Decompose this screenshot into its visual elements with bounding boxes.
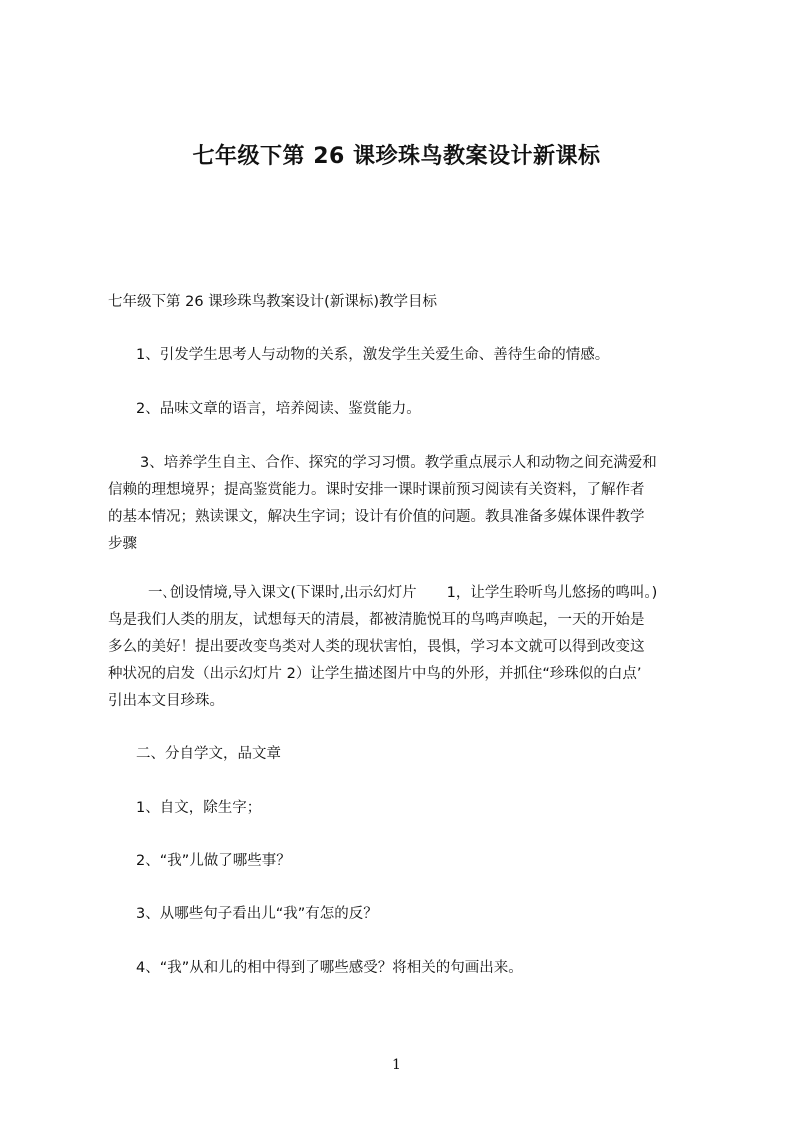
step-2-heading: 二、分自学文，品文章 [136,746,281,762]
step-1-line: 多么的美好！提出要改变鸟类对人类的现状害怕，畏惧，学习本文就可以得到改变这 [108,639,645,655]
objective-3-line: 信赖的理想境界；提高鉴赏能力。课时安排一课时课前预习阅读有关资料，了解作者 [108,482,645,498]
step-1-line: 引出本文目珍珠。 [108,693,224,709]
objective-3-line: 的基本情况；熟读课文，解决生字词；设计有价值的问题。教具准备多媒体课件教学 [108,509,645,525]
step-1-text-b: 1，让学生聆听鸟儿悠扬的鸣叫。) [446,585,658,601]
question-1: 1、自文，除生字； [136,800,262,816]
step-1-first-line [148,582,657,604]
document-title: 七年级下第 26 课珍珠鸟教案设计新课标 [192,144,601,169]
question-3: 3、从哪些句子看出儿“我”有怎的反？ [136,906,378,922]
objective-3-line: 步骤 [108,536,137,552]
subtitle: 七年级下第 26 课珍珠鸟教案设计(新课标)教学目标 [108,294,437,310]
question-2: 2、“我”儿做了哪些事？ [136,853,291,869]
objective-3-line: 3、培养学生自主、合作、探究的学习习惯。教学重点展示人和动物之间充满爱和 [140,455,657,471]
objective-2: 2、品味文章的语言，培养阅读、鉴赏能力。 [136,401,421,417]
step-1-line: 鸟是我们人类的朋友，试想每天的清晨，都被清脆悦耳的鸟鸣声唤起，一天的开始是 [108,612,645,628]
page-number: 1 [392,1057,401,1073]
step-1-text-a: 一､创设情境,导入课文(下课时,出示幻灯片 [148,585,417,601]
objective-1: 1、引发学生思考人与动物的关系，激发学生关爱生命、善待生命的情感。 [136,347,610,363]
question-4: 4、“我”从和儿的相中得到了哪些感受？将相关的句画出来。 [136,960,523,976]
step-1-line: 种状况的启发（出示幻灯片 2）让学生描述图片中鸟的外形，并抓住“珍珠似的白点’ [108,666,642,682]
